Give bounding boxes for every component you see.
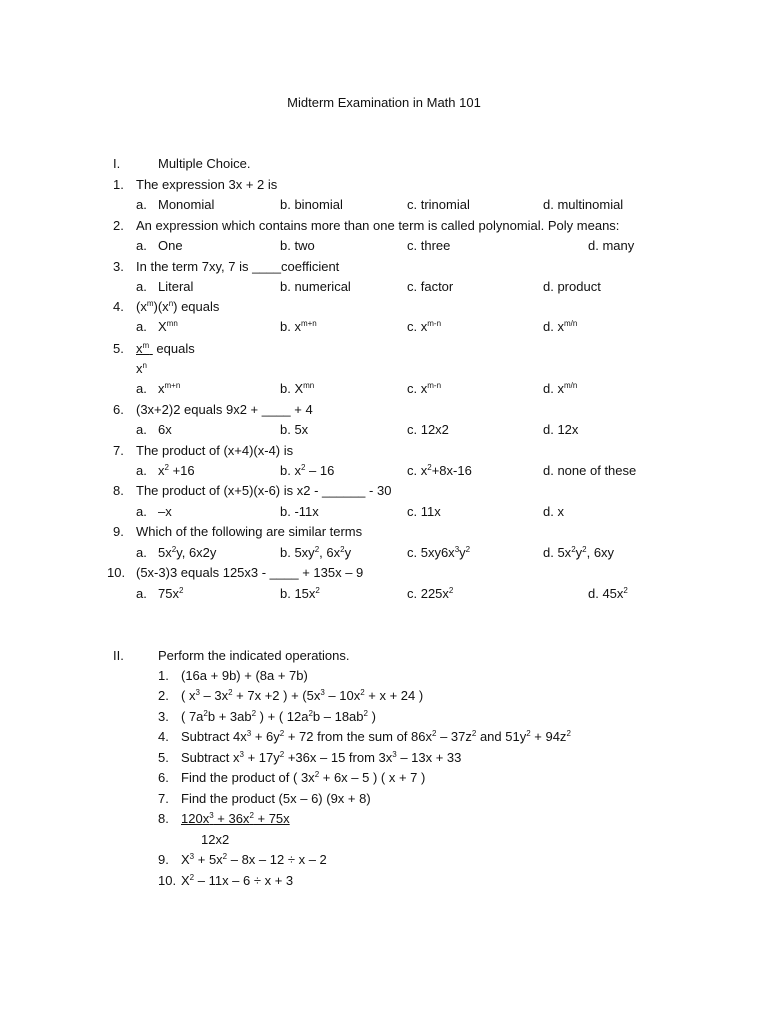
- option-letter: a.: [136, 197, 147, 212]
- question-number: 2.: [113, 218, 124, 233]
- item-number: 10.: [158, 873, 177, 888]
- question-number: 7.: [113, 443, 124, 458]
- item-text: $X^3 + 5x^2 - 8x - 12 \div x - 2$: [181, 852, 327, 867]
- item-text: ( $7a^2b + 3ab^2$ ) + ( $12a^2b - 18ab^2$ ): [181, 709, 376, 724]
- fraction-numerator: $120x^3 + 36x^2 + 75x$: [181, 811, 290, 826]
- question-number: 9.: [113, 524, 124, 539]
- option-letter: a.: [136, 422, 147, 437]
- item-text: (16a + 9b) + (8a + 7b): [181, 668, 308, 683]
- question-text: (5x-3)3 equals 125x3 - ____ + 135x – 9: [136, 565, 364, 580]
- section-number: II.: [113, 648, 124, 663]
- option-letter: a.: [136, 279, 147, 294]
- question-number: 6.: [113, 402, 124, 417]
- option-letter: a.: [136, 238, 147, 253]
- option-b: b. $X^{mn}$: [280, 381, 315, 396]
- question-text: The expression 3x + 2 is: [136, 177, 278, 192]
- option-c: c. $225x^2$: [407, 586, 454, 601]
- option-c: c. $5xy6x^3y^2$: [407, 545, 471, 560]
- option-d: d. 12x: [543, 422, 579, 437]
- option-b: b. $15x^2$: [280, 586, 320, 601]
- option-c: c. 12x2: [407, 422, 449, 437]
- item-text: Subtract $x^3 + 17y^2 +36x - 15$ from $3x^3 - 13x + 33$: [181, 750, 462, 765]
- option-a: One: [158, 238, 183, 253]
- question-text: (3x+2)2 equals 9x2 + ____ + 4: [136, 402, 313, 417]
- option-b: b. two: [280, 238, 315, 253]
- option-c: c. $x^{m-n}$: [407, 319, 442, 334]
- item-number: 4.: [158, 729, 169, 744]
- option-a: $x^2 +16$: [158, 463, 195, 478]
- option-d: d. $x^{m/n}$: [543, 381, 578, 396]
- section-heading: Perform the indicated operations.: [158, 648, 350, 663]
- item-number: 5.: [158, 750, 169, 765]
- option-b: b. $5xy^2$, $6x^2y$: [280, 545, 352, 560]
- page-title: Midterm Examination in Math 101: [287, 95, 481, 110]
- option-letter: a.: [136, 545, 147, 560]
- option-b: b. numerical: [280, 279, 351, 294]
- option-b: b. $x^{m+n}$: [280, 319, 317, 334]
- question-number: 4.: [113, 299, 124, 314]
- item-number: 3.: [158, 709, 169, 724]
- option-d: d. $45x^2$: [588, 586, 628, 601]
- option-a: $X^{mn}$: [158, 319, 178, 334]
- question-text: $(x^m)(x^n)$ equals: [136, 299, 220, 314]
- option-b: b. binomial: [280, 197, 343, 212]
- option-letter: a.: [136, 319, 147, 334]
- option-a: Monomial: [158, 197, 215, 212]
- question-text: The product of (x+5)(x-6) is x2 - ______ - 30: [136, 483, 392, 498]
- option-c: c. trinomial: [407, 197, 470, 212]
- item-text: Subtract $4x^3 + 6y^2 + 72$ from the sum of $86x^2 - 37z^2$ and $51y^2 + 94z^2$: [181, 729, 571, 744]
- option-d: d. product: [543, 279, 601, 294]
- item-number: 7.: [158, 791, 169, 806]
- section-number: I.: [113, 156, 121, 171]
- option-b: b. -11x: [280, 504, 319, 519]
- item-number: 1.: [158, 668, 169, 683]
- option-c: c. factor: [407, 279, 454, 294]
- option-letter: a.: [136, 463, 147, 478]
- option-d: d. $5x^2y^2$, 6xy: [543, 545, 615, 560]
- option-b: b. $x^2 - 16$: [280, 463, 335, 478]
- option-d: d. none of these: [543, 463, 637, 478]
- option-a: 6x: [158, 422, 172, 437]
- item-number: 8.: [158, 811, 169, 826]
- option-c: c. $x^2+8x-16$: [407, 463, 472, 478]
- question-number: 3.: [113, 259, 124, 274]
- option-d: d. multinomial: [543, 197, 624, 212]
- question-number: 10.: [107, 565, 126, 580]
- question-number: 5.: [113, 341, 124, 356]
- option-d: d. many: [588, 238, 635, 253]
- question-text: The product of (x+4)(x-4) is: [136, 443, 294, 458]
- option-a: $x^{m+n}$: [158, 381, 181, 396]
- option-a: $75x^2$: [158, 586, 184, 601]
- option-a: –x: [158, 504, 172, 519]
- option-a: Literal: [158, 279, 194, 294]
- question-denominator: $x^n$: [136, 361, 147, 376]
- item-text: Find the product (5x – 6) (9x + 8): [181, 791, 371, 806]
- item-text: ( $x^3 - 3x^2 + 7x +2$ ) + ($5x^3 - 10x^2 + x + 24$ ): [181, 688, 424, 703]
- fraction-denominator: 12x2: [201, 832, 230, 847]
- question-text: In the term 7xy, 7 is ____coefficient: [136, 259, 340, 274]
- item-text: $X^2 - 11x - 6 \div x + 3$: [181, 873, 294, 888]
- question-number: 8.: [113, 483, 124, 498]
- question-text: An expression which contains more than one term is called polynomial. Poly means:: [136, 218, 620, 233]
- question-number: 1.: [113, 177, 124, 192]
- item-number: 6.: [158, 770, 169, 785]
- option-letter: a.: [136, 381, 147, 396]
- question-text: Which of the following are similar terms: [136, 524, 363, 539]
- option-b: b. 5x: [280, 422, 309, 437]
- option-a: $5x^2y$, 6x2y: [158, 545, 217, 560]
- option-letter: a.: [136, 586, 147, 601]
- option-c: c. 11x: [407, 504, 441, 519]
- question-text: $x^m$ equals: [136, 341, 195, 356]
- item-number: 2.: [158, 688, 169, 703]
- option-d: d. $x^{m/n}$: [543, 319, 578, 334]
- option-c: c. three: [407, 238, 451, 253]
- option-d: d. x: [543, 504, 564, 519]
- option-letter: a.: [136, 504, 147, 519]
- item-number: 9.: [158, 852, 169, 867]
- item-text: Find the product of ( $3x^2 + 6x - 5$ ) ( x + 7 ): [181, 770, 426, 785]
- option-c: c. $x^{m-n}$: [407, 381, 442, 396]
- section-heading: Multiple Choice.: [158, 156, 251, 171]
